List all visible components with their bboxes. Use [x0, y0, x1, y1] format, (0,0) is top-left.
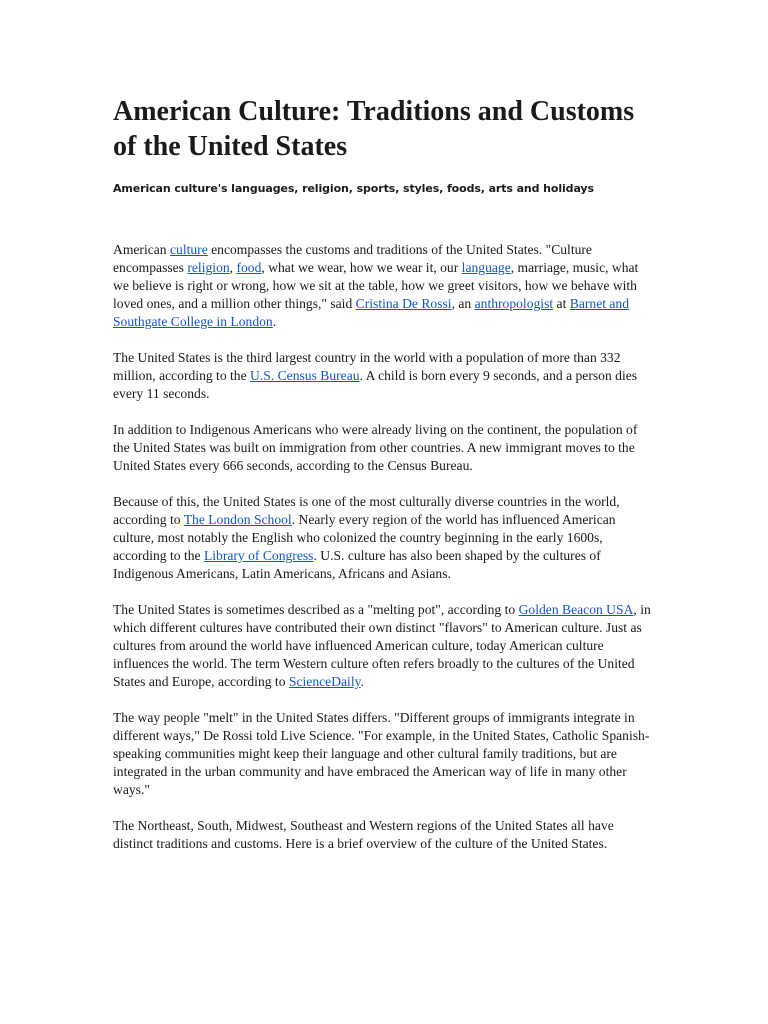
article-title: American Culture: Traditions and Customs of the United States	[113, 96, 635, 162]
inline-link[interactable]: ScienceDaily	[288, 674, 361, 689]
paragraph-text: , an	[451, 296, 475, 311]
article-body	[113, 241, 653, 853]
paragraph-text: The United States is sometimes described as a "melting pot", according to	[113, 602, 519, 617]
inline-link[interactable]: anthropologist	[474, 296, 554, 311]
paragraph	[113, 817, 653, 853]
inline-link[interactable]: The London School	[183, 512, 292, 527]
paragraph	[113, 241, 653, 331]
paragraph-text: .	[360, 674, 364, 689]
paragraph-text: , what we wear, how we wear it, our	[261, 260, 462, 275]
paragraph-text: at	[553, 296, 570, 311]
inline-link[interactable]: Golden Beacon USA	[518, 602, 634, 617]
inline-link[interactable]: Cristina De Rossi	[355, 296, 452, 311]
paragraph-text: .	[272, 314, 277, 329]
paragraph-text: The United States is the third largest country in the world with a population of more than 332 million, according to the	[113, 350, 621, 383]
paragraph-text: , in which different cultures have contributed their own distinct "flavors" to American culture. Just as cultures from around the world have influenced American culture, today American culture influences the world. The term Western culture often refers broadly to the cultures of the United States and Europe, according to	[113, 602, 651, 689]
inline-link[interactable]: language	[461, 260, 511, 275]
paragraph-text: Because of this, the United States is one of the most culturally diverse countries in the world, according to	[113, 494, 620, 527]
inline-link[interactable]: culture	[170, 242, 208, 257]
paragraph-text: American	[113, 242, 170, 257]
paragraph	[113, 421, 653, 475]
paragraph	[113, 349, 653, 403]
paragraph-text: In addition to Indigenous Americans who were already living on the continent, the population of the United States was built on immigration from other countries. A new immigrant moves to the United States every 666 seconds, according to the Census Bureau.	[113, 422, 638, 473]
paragraph-text: , marriage, music, what we believe is right or wrong, how we sit at the table, how we greet visitors, how we behave with loved ones, and a million other things," said	[113, 260, 639, 311]
paragraph-text: . Nearly every region of the world has influenced American culture, most notably the English who colonized the country beginning in the early 1600s, according to the	[113, 512, 616, 563]
paragraph	[113, 601, 653, 691]
inline-link[interactable]: Library of Congress	[203, 548, 314, 563]
paragraph-text: The way people "melt" in the United States differs. "Different groups of immigrants integrate in different ways," De Rossi told Live Science. "For example, in the United States, Catholic Spanish-speaking communities might keep their language and other cultural family traditions, but are integrated in the urban community and have embraced the American way of life in many other ways."	[113, 710, 650, 797]
paragraph-text: ,	[229, 260, 237, 275]
paragraph-text: The Northeast, South, Midwest, Southeast and Western regions of the United States all have distinct traditions and customs. Here is a brief overview of the culture of the United States.	[113, 818, 614, 851]
article	[113, 94, 653, 871]
paragraph	[113, 493, 653, 583]
inline-link[interactable]: Barnet and Southgate College in London	[113, 296, 630, 329]
inline-link[interactable]: U.S. Census Bureau	[250, 368, 360, 383]
paragraph-text: . A child is born every 9 seconds, and a person dies every 11 seconds.	[113, 368, 638, 401]
article-subtitle: American culture's languages, religion, sports, styles, foods, arts and holidays	[113, 182, 594, 195]
inline-link[interactable]: food	[236, 260, 262, 275]
paragraph	[113, 709, 653, 799]
inline-link[interactable]: religion	[187, 260, 230, 275]
paragraph-text: encompasses the customs and traditions of the United States. "Culture encompasses	[113, 242, 592, 275]
paragraph-text: . U.S. culture has also been shaped by the cultures of Indigenous Americans, Latin Americans, Africans and Asians.	[113, 548, 601, 581]
